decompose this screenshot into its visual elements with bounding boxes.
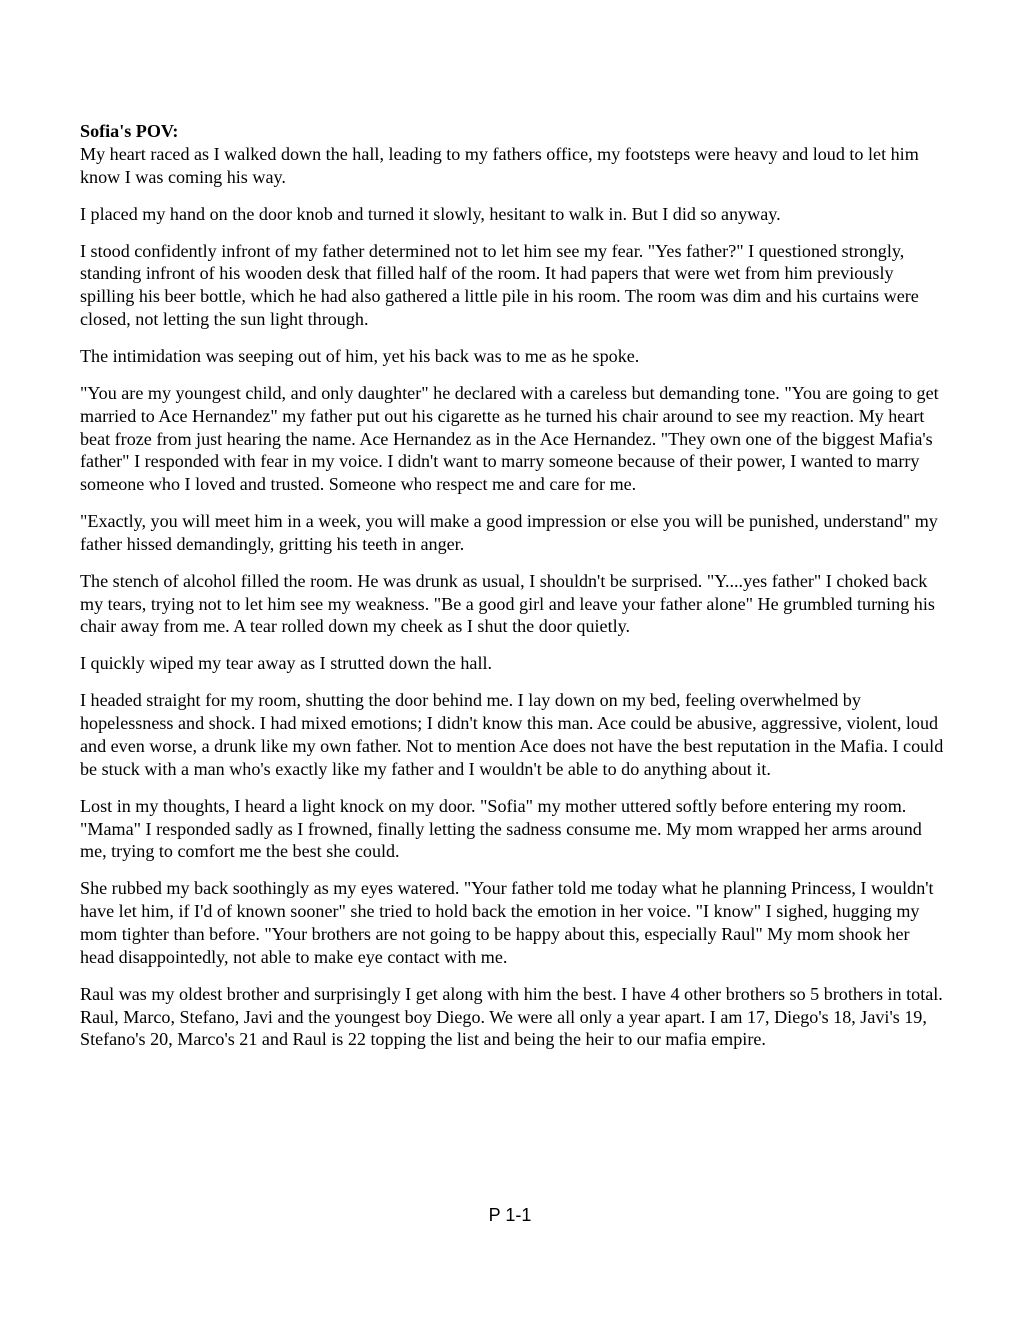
paragraph: My heart raced as I walked down the hall, leading to my fathers office, my footsteps were heavy and loud to let him know I was coming his way. — [80, 143, 919, 187]
paragraph: "Exactly, you will meet him in a week, you will make a good impression or else you will be punished, understand" my father hissed demandingly, gritting his teeth in anger. — [80, 511, 938, 554]
paragraph: I quickly wiped my tear away as I strutted down the hall. — [80, 653, 493, 674]
paragraph: I placed my hand on the door knob and turned it slowly, hesitant to walk in. But I did so anyway. — [80, 203, 781, 224]
paragraph: The stench of alcohol filled the room. He was drunk as usual, I shouldn't be surprised. "Y....yes father" I choked back my tears, trying not to let him see my weakness. "Be a good girl and leave your father alone" He grumbled turning his chair away from me. A tear rolled down my cheek as I shut the door quietly. — [80, 570, 935, 637]
paragraph: The intimidation was seeping out of him, yet his back was to me as he spoke. — [80, 345, 640, 366]
section-heading: Sofia's POV: — [80, 121, 179, 141]
paragraph: Raul was my oldest brother and surprisingly I get along with him the best. I have 4 other brothers so 5 brothers in total. Raul, Marco, Stefano, Javi and the youngest boy Diego. We were all only a year apart. I am 17, Diego's 18, Javi's 19, Stefano's 20, Marco's 21 and Raul is 22 topping the list and being the heir to our mafia empire. — [80, 983, 943, 1050]
paragraph: She rubbed my back soothingly as my eyes watered. "Your father told me today what he planning Princess, I wouldn't have let him, if I'd of known sooner" she tried to hold back the emotion in her voice. "I know" I sighed, hugging my mom tighter than before. "Your brothers are not going to be happy about this, especially Raul" My mom shook her head disappointedly, not able to make eye contact with me. — [80, 878, 934, 967]
paragraph: Lost in my thoughts, I heard a light knock on my door. "Sofia" my mother uttered softly before entering my room. "Mama" I responded sadly as I frowned, finally letting the sadness consume me. My mom wrapped her arms around me, trying to comfort me the best she could. — [80, 795, 922, 862]
paragraph: "You are my youngest child, and only daughter" he declared with a careless but demanding tone. "You are going to get married to Ace Hernandez" my father put out his cigarette as he turned his chair around to see my reaction. My heart beat froze from just hearing the name. Ace Hernandez as in the Ace Hernandez. "They own one of the biggest Mafia's father" I responded with fear in my voice. I didn't want to marry someone because of their power, I wanted to marry someone who I loved and trusted. Someone who respect me and care for me. — [80, 382, 939, 495]
page-number: P 1-1 — [488, 1205, 532, 1225]
paragraph: I headed straight for my room, shutting the door behind me. I lay down on my bed, feeling overwhelmed by hopelessness and shock. I had mixed emotions; I didn't know this man. Ace could be abusive, aggressive, violent, loud and even worse, a drunk like my own father. Not to mention Ace does not have the best reputation in the Mafia. I could be stuck with a man who's exactly like my father and I wouldn't be able to do anything about it. — [80, 690, 944, 779]
document-body — [80, 120, 946, 1051]
paragraph: I stood confidently infront of my father determined not to let him see my fear. "Yes father?" I questioned strongly, standing infront of his wooden desk that filled half of the room. It had papers that were wet from him previously spilling his beer bottle, which he had also gathered a little pile in his room. The room was dim and his curtains were closed, not letting the sun light through. — [80, 240, 919, 329]
